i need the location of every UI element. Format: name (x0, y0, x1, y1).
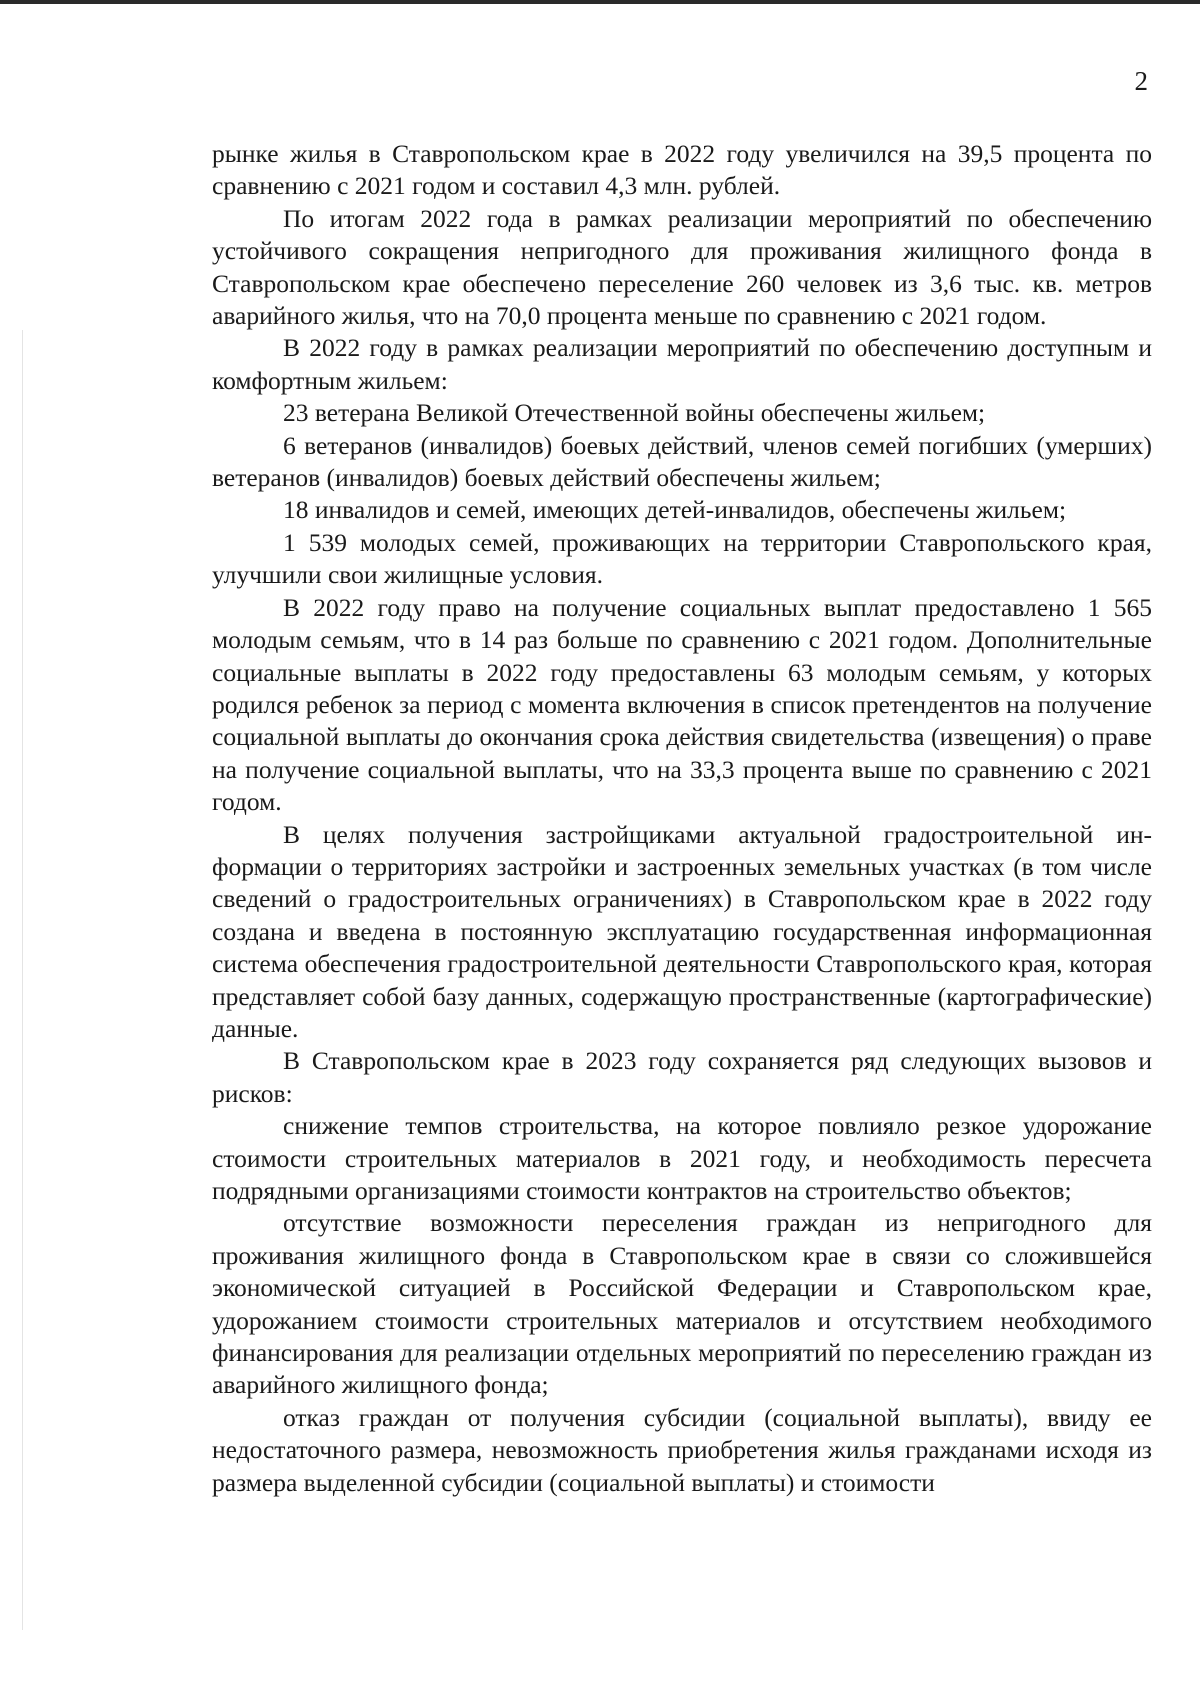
paragraph-social-payments: В 2022 году право на получение социальных выплат предоставлено 1 565 молодым семьям, что в 14 раз больше по сравнению с 2021 годом. Дополнительные социальные выплаты в 2022 году предоставлены 63 молодым семьям, у которых родился ребенок за период с момента включения в список претендентов на получение социальной выплаты до окончания срока действия свидетельства (извещения) о праве на получение социальной выплаты, что на 33,3 процента выше по сравнению с 2021 годом. (212, 592, 1152, 817)
paragraph-resettlement: По итогам 2022 года в рамках реализации мероприятий по обеспечению устойчивого сокращения непригодного для проживания жилищного фонда в Ставропольском крае обеспечено переселение 260 человек из 3,6 тыс. кв. метров аварийного жилья, что на 70,0 процента меньше по сравнению с 2021 годом. (212, 203, 1152, 331)
list-item-ww2-veterans: 23 ветерана Великой Отечественной войны обеспечены жильем; (283, 398, 986, 428)
paragraph-continuation: рынке жилья в Ставропольском крае в 2022 году увеличился на 39,5 процента по сравнению с 2021 годом и составил 4,3 млн. рублей. (212, 139, 1152, 201)
document-body (212, 138, 1152, 1499)
risk-item-construction-slowdown: снижение темпов строительства, на которое повлияло резкое удорожание стоимости строительных материалов в 2021 году, и необходимость пересчета подрядными организациями стоимости контрактов на строительство объектов; (212, 1111, 1152, 1205)
scan-edge-shadow (22, 330, 23, 1630)
list-item-young-families: 1 539 молодых семей, проживающих на территории Ставропольского края, улучшили свои жилищные условия. (212, 527, 1152, 590)
paragraph-housing-measures-intro: В 2022 году в рамках реализации мероприятий по обеспечению доступным и комфортным жильем: (212, 333, 1152, 395)
paragraph-information-system: В целях получения застройщиками актуальной градостроительной информации о территориях застройки и застроенных земельных участках (в том числе сведений о градостроительных ограничениях) в Ставропольском крае в 2022 году создана и введена в постоянную эксплуатацию государственная информационная система обеспечения градостроительной деятельности Ставропольского края, которая представляет собой базу данных, содержащую пространственные (картографические) данные. (212, 819, 1152, 1043)
top-border-line (0, 0, 1200, 4)
risk-item-resettlement: отсутствие возможности переселения граждан из непригодного для проживания жилищного фонда в Ставропольском крае в связи со сложившейся экономической ситуацией в Российской Федерации и Ставропольском крае, удорожанием стоимости строительных материалов и отсутствием необходимого финансирования для реализации отдельных мероприятий по переселению граждан из аварийного жилищного фонда; (212, 1208, 1152, 1400)
page-number: 2 (1134, 66, 1148, 96)
risk-item-subsidy-refusal: отказ граждан от получения субсидии (социальной выплаты), ввиду ее недостаточного размера, невозможность приобретения жилья гражданами исходя из размера выделенной субсидии (социальной выплаты) и стоимости (212, 1402, 1152, 1497)
list-item-disabled: 18 инвалидов и семей, имеющих детей-инвалидов, обеспечены жильем; (283, 495, 1067, 525)
paragraph-risks-intro: В Ставропольском крае в 2023 году сохраняется ряд следующих вызовов и рисков: (212, 1046, 1152, 1108)
list-item-combat-veterans: 6 ветеранов (инвалидов) боевых действий, членов семей погибших (умерших) ветеранов (инвалидов) боевых действий обеспечены жильем; (212, 430, 1152, 493)
